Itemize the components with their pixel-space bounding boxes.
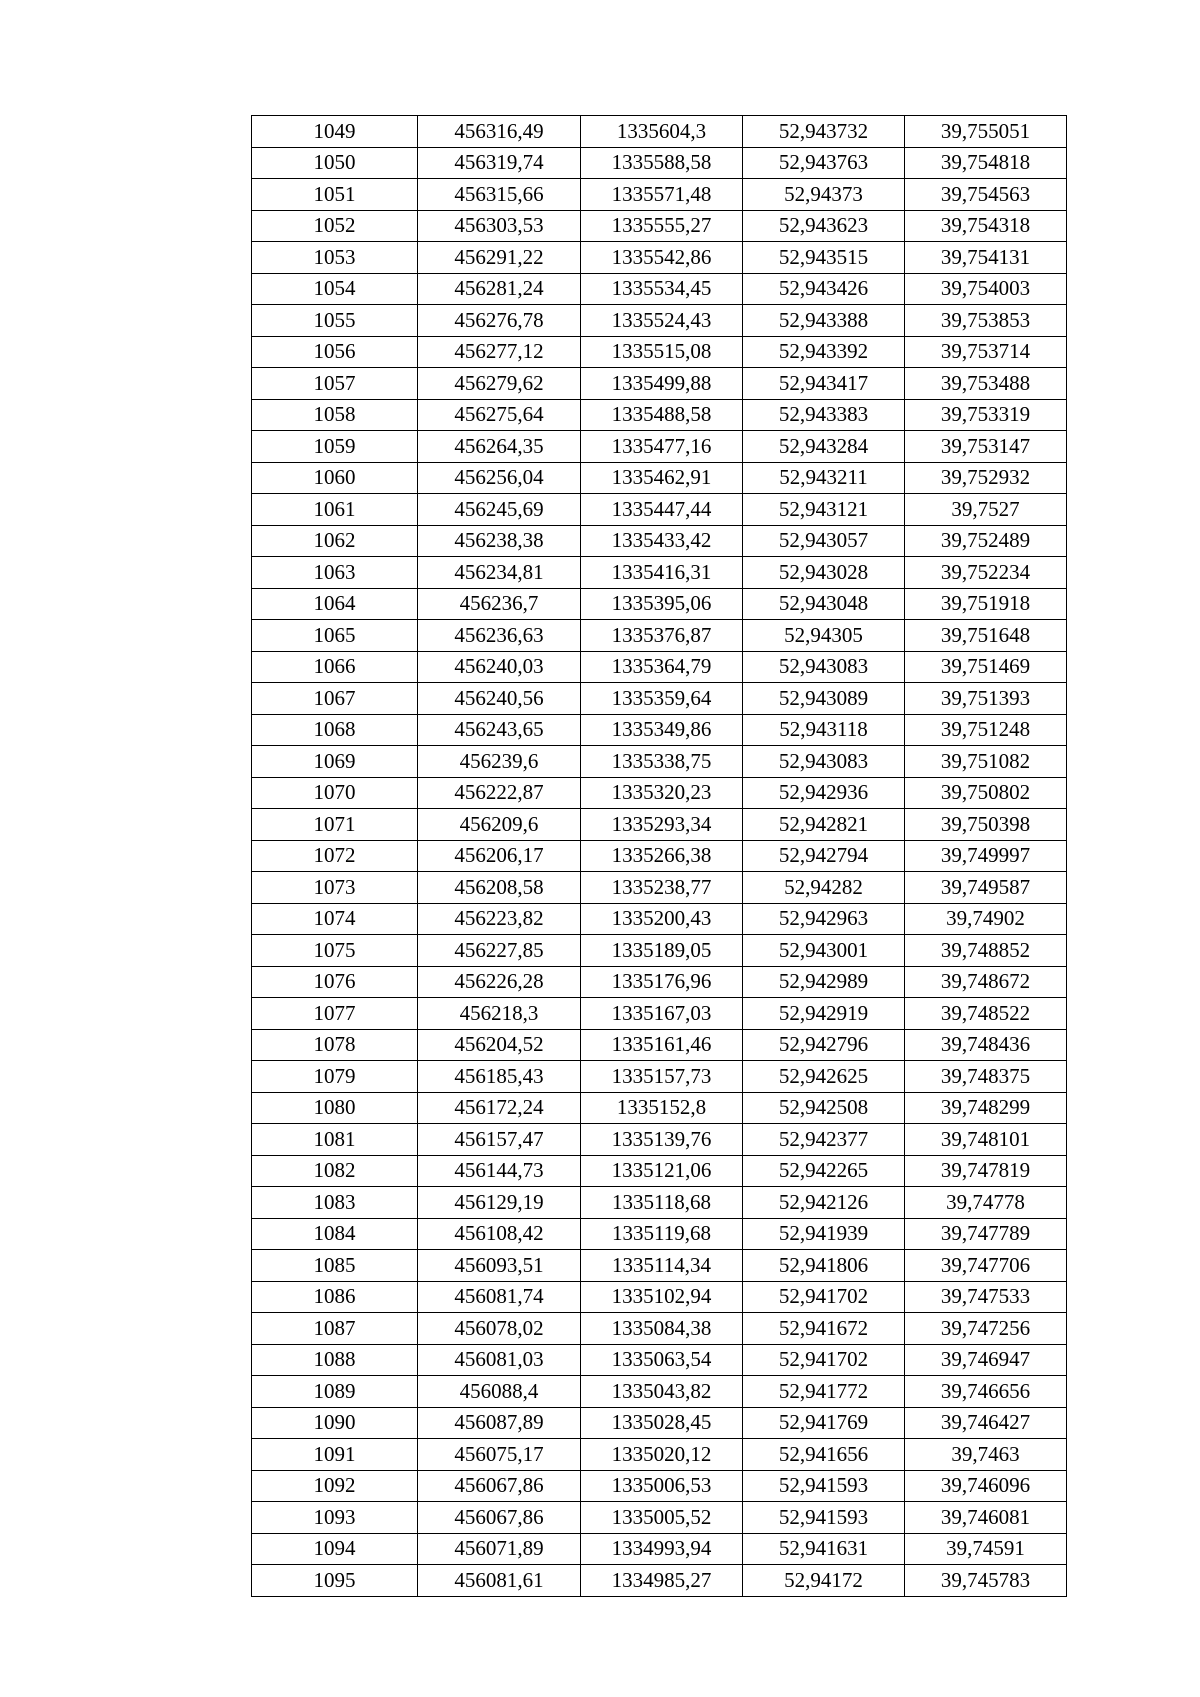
- point-number-cell: 1052: [252, 210, 418, 242]
- table-row: [252, 399, 1067, 431]
- latitude-cell: 52,942936: [743, 777, 905, 809]
- x-coordinate-cell: 456227,85: [418, 935, 581, 967]
- x-coordinate-cell: 456081,74: [418, 1281, 581, 1313]
- point-number-cell: 1094: [252, 1533, 418, 1565]
- point-number-cell: 1063: [252, 557, 418, 589]
- x-coordinate-cell: 456157,47: [418, 1124, 581, 1156]
- table-row: [252, 1407, 1067, 1439]
- longitude-cell: 39,748375: [905, 1061, 1067, 1093]
- y-coordinate-cell: 1335588,58: [581, 147, 743, 179]
- table-row: [252, 210, 1067, 242]
- y-coordinate-cell: 1335121,06: [581, 1155, 743, 1187]
- latitude-cell: 52,943083: [743, 651, 905, 683]
- y-coordinate-cell: 1335477,16: [581, 431, 743, 463]
- x-coordinate-cell: 456275,64: [418, 399, 581, 431]
- x-coordinate-cell: 456276,78: [418, 305, 581, 337]
- x-coordinate-cell: 456087,89: [418, 1407, 581, 1439]
- point-number-cell: 1068: [252, 714, 418, 746]
- point-number-cell: 1092: [252, 1470, 418, 1502]
- y-coordinate-cell: 1335524,43: [581, 305, 743, 337]
- y-coordinate-cell: 1335488,58: [581, 399, 743, 431]
- point-number-cell: 1090: [252, 1407, 418, 1439]
- x-coordinate-cell: 456243,65: [418, 714, 581, 746]
- point-number-cell: 1059: [252, 431, 418, 463]
- point-number-cell: 1093: [252, 1502, 418, 1534]
- y-coordinate-cell: 1335167,03: [581, 998, 743, 1030]
- latitude-cell: 52,943083: [743, 746, 905, 778]
- point-number-cell: 1084: [252, 1218, 418, 1250]
- table-row: [252, 1029, 1067, 1061]
- y-coordinate-cell: 1335043,82: [581, 1376, 743, 1408]
- y-coordinate-cell: 1335152,8: [581, 1092, 743, 1124]
- point-number-cell: 1054: [252, 273, 418, 305]
- latitude-cell: 52,942989: [743, 966, 905, 998]
- x-coordinate-cell: 456172,24: [418, 1092, 581, 1124]
- y-coordinate-cell: 1335266,38: [581, 840, 743, 872]
- latitude-cell: 52,941656: [743, 1439, 905, 1471]
- latitude-cell: 52,943383: [743, 399, 905, 431]
- y-coordinate-cell: 1335462,91: [581, 462, 743, 494]
- table-row: [252, 1155, 1067, 1187]
- latitude-cell: 52,94373: [743, 179, 905, 211]
- table-row: [252, 872, 1067, 904]
- x-coordinate-cell: 456208,58: [418, 872, 581, 904]
- x-coordinate-cell: 456240,56: [418, 683, 581, 715]
- x-coordinate-cell: 456081,61: [418, 1565, 581, 1597]
- table-row: [252, 116, 1067, 148]
- longitude-cell: 39,746947: [905, 1344, 1067, 1376]
- longitude-cell: 39,753147: [905, 431, 1067, 463]
- latitude-cell: 52,941939: [743, 1218, 905, 1250]
- latitude-cell: 52,942963: [743, 903, 905, 935]
- latitude-cell: 52,942377: [743, 1124, 905, 1156]
- point-number-cell: 1066: [252, 651, 418, 683]
- longitude-cell: 39,747706: [905, 1250, 1067, 1282]
- table-row: [252, 998, 1067, 1030]
- latitude-cell: 52,943392: [743, 336, 905, 368]
- point-number-cell: 1049: [252, 116, 418, 148]
- longitude-cell: 39,7527: [905, 494, 1067, 526]
- x-coordinate-cell: 456075,17: [418, 1439, 581, 1471]
- table-row: [252, 1313, 1067, 1345]
- latitude-cell: 52,942508: [743, 1092, 905, 1124]
- table-row: [252, 746, 1067, 778]
- table-row: [252, 903, 1067, 935]
- y-coordinate-cell: 1335359,64: [581, 683, 743, 715]
- latitude-cell: 52,943211: [743, 462, 905, 494]
- latitude-cell: 52,943417: [743, 368, 905, 400]
- latitude-cell: 52,943089: [743, 683, 905, 715]
- x-coordinate-cell: 456256,04: [418, 462, 581, 494]
- x-coordinate-cell: 456264,35: [418, 431, 581, 463]
- x-coordinate-cell: 456277,12: [418, 336, 581, 368]
- table-row: [252, 305, 1067, 337]
- y-coordinate-cell: 1335349,86: [581, 714, 743, 746]
- x-coordinate-cell: 456067,86: [418, 1470, 581, 1502]
- point-number-cell: 1072: [252, 840, 418, 872]
- latitude-cell: 52,942265: [743, 1155, 905, 1187]
- longitude-cell: 39,748299: [905, 1092, 1067, 1124]
- y-coordinate-cell: 1335338,75: [581, 746, 743, 778]
- table-row: [252, 1533, 1067, 1565]
- longitude-cell: 39,746081: [905, 1502, 1067, 1534]
- table-row: [252, 1061, 1067, 1093]
- point-number-cell: 1065: [252, 620, 418, 652]
- y-coordinate-cell: 1335293,34: [581, 809, 743, 841]
- longitude-cell: 39,748672: [905, 966, 1067, 998]
- table-row: [252, 777, 1067, 809]
- point-number-cell: 1077: [252, 998, 418, 1030]
- x-coordinate-cell: 456078,02: [418, 1313, 581, 1345]
- y-coordinate-cell: 1335189,05: [581, 935, 743, 967]
- y-coordinate-cell: 1335364,79: [581, 651, 743, 683]
- y-coordinate-cell: 1335020,12: [581, 1439, 743, 1471]
- longitude-cell: 39,754563: [905, 179, 1067, 211]
- longitude-cell: 39,74778: [905, 1187, 1067, 1219]
- point-number-cell: 1053: [252, 242, 418, 274]
- point-number-cell: 1071: [252, 809, 418, 841]
- table-row: [252, 1344, 1067, 1376]
- y-coordinate-cell: 1335542,86: [581, 242, 743, 274]
- point-number-cell: 1055: [252, 305, 418, 337]
- x-coordinate-cell: 456071,89: [418, 1533, 581, 1565]
- x-coordinate-cell: 456129,19: [418, 1187, 581, 1219]
- x-coordinate-cell: 456226,28: [418, 966, 581, 998]
- latitude-cell: 52,943118: [743, 714, 905, 746]
- point-number-cell: 1075: [252, 935, 418, 967]
- x-coordinate-cell: 456185,43: [418, 1061, 581, 1093]
- latitude-cell: 52,942821: [743, 809, 905, 841]
- longitude-cell: 39,74591: [905, 1533, 1067, 1565]
- point-number-cell: 1070: [252, 777, 418, 809]
- longitude-cell: 39,753488: [905, 368, 1067, 400]
- latitude-cell: 52,94172: [743, 1565, 905, 1597]
- y-coordinate-cell: 1335006,53: [581, 1470, 743, 1502]
- y-coordinate-cell: 1335555,27: [581, 210, 743, 242]
- y-coordinate-cell: 1335005,52: [581, 1502, 743, 1534]
- y-coordinate-cell: 1335395,06: [581, 588, 743, 620]
- longitude-cell: 39,753319: [905, 399, 1067, 431]
- point-number-cell: 1056: [252, 336, 418, 368]
- point-number-cell: 1078: [252, 1029, 418, 1061]
- longitude-cell: 39,747789: [905, 1218, 1067, 1250]
- latitude-cell: 52,941806: [743, 1250, 905, 1282]
- x-coordinate-cell: 456081,03: [418, 1344, 581, 1376]
- latitude-cell: 52,943028: [743, 557, 905, 589]
- y-coordinate-cell: 1334985,27: [581, 1565, 743, 1597]
- point-number-cell: 1064: [252, 588, 418, 620]
- longitude-cell: 39,754003: [905, 273, 1067, 305]
- x-coordinate-cell: 456218,3: [418, 998, 581, 1030]
- longitude-cell: 39,751393: [905, 683, 1067, 715]
- latitude-cell: 52,943515: [743, 242, 905, 274]
- longitude-cell: 39,749997: [905, 840, 1067, 872]
- table-row: [252, 179, 1067, 211]
- y-coordinate-cell: 1335534,45: [581, 273, 743, 305]
- table-row: [252, 1502, 1067, 1534]
- point-number-cell: 1050: [252, 147, 418, 179]
- latitude-cell: 52,941672: [743, 1313, 905, 1345]
- table-row: [252, 1250, 1067, 1282]
- latitude-cell: 52,941702: [743, 1281, 905, 1313]
- longitude-cell: 39,752932: [905, 462, 1067, 494]
- x-coordinate-cell: 456239,6: [418, 746, 581, 778]
- point-number-cell: 1058: [252, 399, 418, 431]
- latitude-cell: 52,941631: [743, 1533, 905, 1565]
- longitude-cell: 39,748436: [905, 1029, 1067, 1061]
- longitude-cell: 39,751469: [905, 651, 1067, 683]
- point-number-cell: 1088: [252, 1344, 418, 1376]
- table-row: [252, 1092, 1067, 1124]
- table-row: [252, 431, 1067, 463]
- longitude-cell: 39,750802: [905, 777, 1067, 809]
- table-row: [252, 683, 1067, 715]
- point-number-cell: 1062: [252, 525, 418, 557]
- x-coordinate-cell: 456234,81: [418, 557, 581, 589]
- y-coordinate-cell: 1335084,38: [581, 1313, 743, 1345]
- latitude-cell: 52,941593: [743, 1502, 905, 1534]
- point-number-cell: 1074: [252, 903, 418, 935]
- x-coordinate-cell: 456238,38: [418, 525, 581, 557]
- point-number-cell: 1060: [252, 462, 418, 494]
- longitude-cell: 39,748852: [905, 935, 1067, 967]
- longitude-cell: 39,748522: [905, 998, 1067, 1030]
- table-row: [252, 840, 1067, 872]
- x-coordinate-cell: 456319,74: [418, 147, 581, 179]
- x-coordinate-cell: 456281,24: [418, 273, 581, 305]
- table-row: [252, 1187, 1067, 1219]
- longitude-cell: 39,751918: [905, 588, 1067, 620]
- latitude-cell: 52,941593: [743, 1470, 905, 1502]
- table-row: [252, 525, 1067, 557]
- x-coordinate-cell: 456222,87: [418, 777, 581, 809]
- point-number-cell: 1067: [252, 683, 418, 715]
- y-coordinate-cell: 1335376,87: [581, 620, 743, 652]
- y-coordinate-cell: 1335114,34: [581, 1250, 743, 1282]
- point-number-cell: 1057: [252, 368, 418, 400]
- point-number-cell: 1076: [252, 966, 418, 998]
- longitude-cell: 39,754318: [905, 210, 1067, 242]
- y-coordinate-cell: 1335119,68: [581, 1218, 743, 1250]
- point-number-cell: 1087: [252, 1313, 418, 1345]
- table-row: [252, 1470, 1067, 1502]
- x-coordinate-cell: 456291,22: [418, 242, 581, 274]
- table-row: [252, 1439, 1067, 1471]
- table-row: [252, 651, 1067, 683]
- x-coordinate-cell: 456223,82: [418, 903, 581, 935]
- longitude-cell: 39,745783: [905, 1565, 1067, 1597]
- y-coordinate-cell: 1335515,08: [581, 336, 743, 368]
- latitude-cell: 52,943763: [743, 147, 905, 179]
- longitude-cell: 39,747819: [905, 1155, 1067, 1187]
- x-coordinate-cell: 456093,51: [418, 1250, 581, 1282]
- point-number-cell: 1051: [252, 179, 418, 211]
- point-number-cell: 1085: [252, 1250, 418, 1282]
- table-row: [252, 1124, 1067, 1156]
- x-coordinate-cell: 456303,53: [418, 210, 581, 242]
- y-coordinate-cell: 1335416,31: [581, 557, 743, 589]
- y-coordinate-cell: 1335499,88: [581, 368, 743, 400]
- longitude-cell: 39,755051: [905, 116, 1067, 148]
- y-coordinate-cell: 1335176,96: [581, 966, 743, 998]
- latitude-cell: 52,943284: [743, 431, 905, 463]
- table-row: [252, 462, 1067, 494]
- longitude-cell: 39,749587: [905, 872, 1067, 904]
- longitude-cell: 39,748101: [905, 1124, 1067, 1156]
- longitude-cell: 39,751648: [905, 620, 1067, 652]
- y-coordinate-cell: 1335028,45: [581, 1407, 743, 1439]
- longitude-cell: 39,747256: [905, 1313, 1067, 1345]
- x-coordinate-cell: 456236,7: [418, 588, 581, 620]
- latitude-cell: 52,942625: [743, 1061, 905, 1093]
- point-number-cell: 1080: [252, 1092, 418, 1124]
- latitude-cell: 52,943057: [743, 525, 905, 557]
- point-number-cell: 1082: [252, 1155, 418, 1187]
- longitude-cell: 39,753853: [905, 305, 1067, 337]
- latitude-cell: 52,943426: [743, 273, 905, 305]
- x-coordinate-cell: 456236,63: [418, 620, 581, 652]
- y-coordinate-cell: 1334993,94: [581, 1533, 743, 1565]
- latitude-cell: 52,94305: [743, 620, 905, 652]
- latitude-cell: 52,94282: [743, 872, 905, 904]
- longitude-cell: 39,7463: [905, 1439, 1067, 1471]
- x-coordinate-cell: 456279,62: [418, 368, 581, 400]
- x-coordinate-cell: 456209,6: [418, 809, 581, 841]
- x-coordinate-cell: 456206,17: [418, 840, 581, 872]
- longitude-cell: 39,751248: [905, 714, 1067, 746]
- table-row: [252, 1218, 1067, 1250]
- y-coordinate-cell: 1335433,42: [581, 525, 743, 557]
- x-coordinate-cell: 456240,03: [418, 651, 581, 683]
- point-number-cell: 1073: [252, 872, 418, 904]
- longitude-cell: 39,746096: [905, 1470, 1067, 1502]
- table-row: [252, 273, 1067, 305]
- x-coordinate-cell: 456144,73: [418, 1155, 581, 1187]
- x-coordinate-cell: 456204,52: [418, 1029, 581, 1061]
- point-number-cell: 1083: [252, 1187, 418, 1219]
- table-row: [252, 714, 1067, 746]
- table-row: [252, 1565, 1067, 1597]
- coordinates-table-body: [252, 116, 1067, 1597]
- longitude-cell: 39,746656: [905, 1376, 1067, 1408]
- y-coordinate-cell: 1335571,48: [581, 179, 743, 211]
- longitude-cell: 39,747533: [905, 1281, 1067, 1313]
- table-row: [252, 557, 1067, 589]
- table-row: [252, 966, 1067, 998]
- latitude-cell: 52,943048: [743, 588, 905, 620]
- y-coordinate-cell: 1335063,54: [581, 1344, 743, 1376]
- coordinates-table: [251, 115, 1067, 1597]
- x-coordinate-cell: 456088,4: [418, 1376, 581, 1408]
- y-coordinate-cell: 1335118,68: [581, 1187, 743, 1219]
- latitude-cell: 52,942919: [743, 998, 905, 1030]
- point-number-cell: 1061: [252, 494, 418, 526]
- y-coordinate-cell: 1335604,3: [581, 116, 743, 148]
- y-coordinate-cell: 1335139,76: [581, 1124, 743, 1156]
- latitude-cell: 52,943001: [743, 935, 905, 967]
- latitude-cell: 52,942796: [743, 1029, 905, 1061]
- table-row: [252, 1281, 1067, 1313]
- y-coordinate-cell: 1335157,73: [581, 1061, 743, 1093]
- table-row: [252, 368, 1067, 400]
- y-coordinate-cell: 1335238,77: [581, 872, 743, 904]
- longitude-cell: 39,752489: [905, 525, 1067, 557]
- longitude-cell: 39,754818: [905, 147, 1067, 179]
- table-row: [252, 336, 1067, 368]
- latitude-cell: 52,942794: [743, 840, 905, 872]
- point-number-cell: 1081: [252, 1124, 418, 1156]
- table-row: [252, 620, 1067, 652]
- latitude-cell: 52,943121: [743, 494, 905, 526]
- point-number-cell: 1091: [252, 1439, 418, 1471]
- longitude-cell: 39,746427: [905, 1407, 1067, 1439]
- point-number-cell: 1089: [252, 1376, 418, 1408]
- longitude-cell: 39,753714: [905, 336, 1067, 368]
- point-number-cell: 1095: [252, 1565, 418, 1597]
- x-coordinate-cell: 456067,86: [418, 1502, 581, 1534]
- point-number-cell: 1079: [252, 1061, 418, 1093]
- table-row: [252, 809, 1067, 841]
- table-row: [252, 147, 1067, 179]
- y-coordinate-cell: 1335447,44: [581, 494, 743, 526]
- y-coordinate-cell: 1335161,46: [581, 1029, 743, 1061]
- longitude-cell: 39,74902: [905, 903, 1067, 935]
- latitude-cell: 52,941772: [743, 1376, 905, 1408]
- latitude-cell: 52,941702: [743, 1344, 905, 1376]
- table-row: [252, 935, 1067, 967]
- longitude-cell: 39,754131: [905, 242, 1067, 274]
- longitude-cell: 39,751082: [905, 746, 1067, 778]
- x-coordinate-cell: 456316,49: [418, 116, 581, 148]
- longitude-cell: 39,750398: [905, 809, 1067, 841]
- table-row: [252, 242, 1067, 274]
- latitude-cell: 52,943732: [743, 116, 905, 148]
- longitude-cell: 39,752234: [905, 557, 1067, 589]
- table-row: [252, 1376, 1067, 1408]
- y-coordinate-cell: 1335320,23: [581, 777, 743, 809]
- x-coordinate-cell: 456315,66: [418, 179, 581, 211]
- y-coordinate-cell: 1335102,94: [581, 1281, 743, 1313]
- latitude-cell: 52,942126: [743, 1187, 905, 1219]
- point-number-cell: 1086: [252, 1281, 418, 1313]
- latitude-cell: 52,941769: [743, 1407, 905, 1439]
- x-coordinate-cell: 456108,42: [418, 1218, 581, 1250]
- latitude-cell: 52,943388: [743, 305, 905, 337]
- point-number-cell: 1069: [252, 746, 418, 778]
- x-coordinate-cell: 456245,69: [418, 494, 581, 526]
- table-row: [252, 588, 1067, 620]
- y-coordinate-cell: 1335200,43: [581, 903, 743, 935]
- latitude-cell: 52,943623: [743, 210, 905, 242]
- table-row: [252, 494, 1067, 526]
